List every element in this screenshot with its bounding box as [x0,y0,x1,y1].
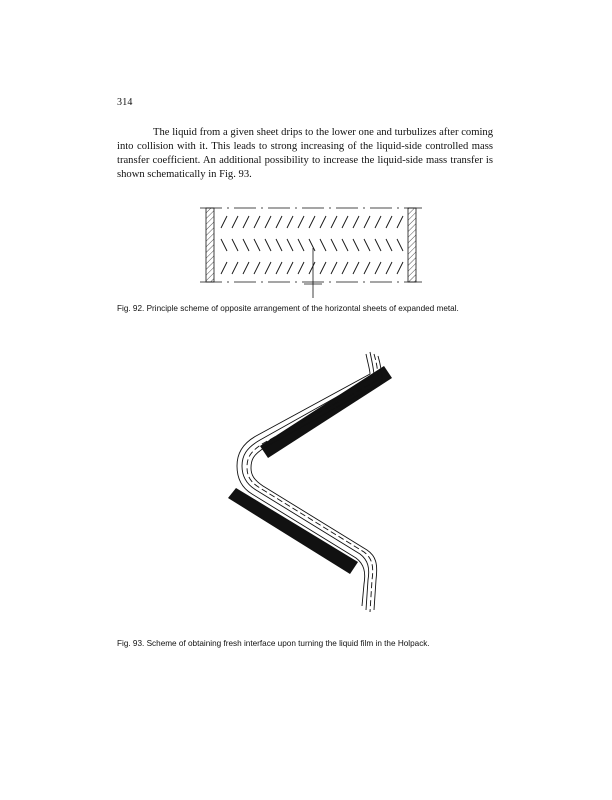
sheet-hatch-stroke [265,216,271,228]
sheet-hatch-stroke [375,239,381,251]
sheet-hatch-stroke [243,262,249,274]
sheet-hatch-stroke [265,262,271,274]
sheet-hatch-stroke [287,216,293,228]
sheet-hatch-stroke [353,239,359,251]
figure-93-diagram [220,348,400,616]
sheet-hatch-stroke [287,239,293,251]
figure-93-caption: Fig. 93. Scheme of obtaining fresh interface upon turning the liquid film in the Holpack. [117,639,430,648]
sheet-hatch-stroke [232,239,238,251]
expanded-metal-sheets [221,216,403,274]
sheet-hatch-stroke [375,216,381,228]
sheet-hatch-stroke [265,239,271,251]
sheet-hatch-stroke [232,216,238,228]
sheet-hatch-stroke [276,262,282,274]
sheet-hatch-stroke [221,216,227,228]
sheet-hatch-stroke [298,216,304,228]
sheet-hatch-stroke [386,216,392,228]
sheet-hatch-stroke [397,239,403,251]
lower-sheet [228,488,358,574]
sheet-hatch-stroke [243,216,249,228]
sheet-hatch-stroke [320,216,326,228]
sheet-hatch-stroke [221,262,227,274]
sheet-hatch-stroke [309,216,315,228]
sheet-hatch-stroke [232,262,238,274]
sheet-hatch-stroke [386,262,392,274]
sheet-hatch-stroke [397,216,403,228]
sheet-hatch-stroke [331,239,337,251]
sheet-hatch-stroke [298,262,304,274]
sheet-hatch-stroke [375,262,381,274]
sheet-hatch-stroke [254,262,260,274]
page-number: 314 [117,97,133,108]
upper-sheet [260,366,392,458]
sheet-hatch-stroke [254,239,260,251]
sheet-hatch-stroke [364,216,370,228]
sheet-hatch-stroke [364,262,370,274]
figure-92-caption: Fig. 92. Principle scheme of opposite arrangement of the horizontal sheets of expanded metal. [117,304,459,313]
sheet-hatch-stroke [386,239,392,251]
sheet-hatch-stroke [364,239,370,251]
sheet-hatch-stroke [353,216,359,228]
sheet-hatch-stroke [276,216,282,228]
figure-92-diagram [196,200,426,300]
sheet-hatch-stroke [298,239,304,251]
sheet-hatch-stroke [342,239,348,251]
sheet-hatch-stroke [353,262,359,274]
right-wall [408,208,416,282]
sheet-hatch-stroke [309,239,315,251]
sheet-hatch-stroke [331,216,337,228]
sheet-hatch-stroke [342,262,348,274]
sheet-hatch-stroke [243,239,249,251]
sheet-hatch-stroke [221,239,227,251]
left-wall [206,208,214,282]
body-paragraph: The liquid from a given sheet drips to the lower one and turbulizes after coming into collision with it. This leads to strong increasing of the liquid-side controlled mass transfer coefficient. An additional possibility to increase the liquid-side mass transfer is shown schematically in Fig. 93. [117,127,493,180]
sheet-hatch-stroke [309,262,315,274]
sheet-hatch-stroke [331,262,337,274]
sheet-hatch-stroke [287,262,293,274]
sheet-hatch-stroke [342,216,348,228]
sheet-hatch-stroke [276,239,282,251]
sheet-hatch-stroke [320,239,326,251]
sheet-hatch-stroke [254,216,260,228]
sheet-hatch-stroke [397,262,403,274]
sheet-hatch-stroke [320,262,326,274]
